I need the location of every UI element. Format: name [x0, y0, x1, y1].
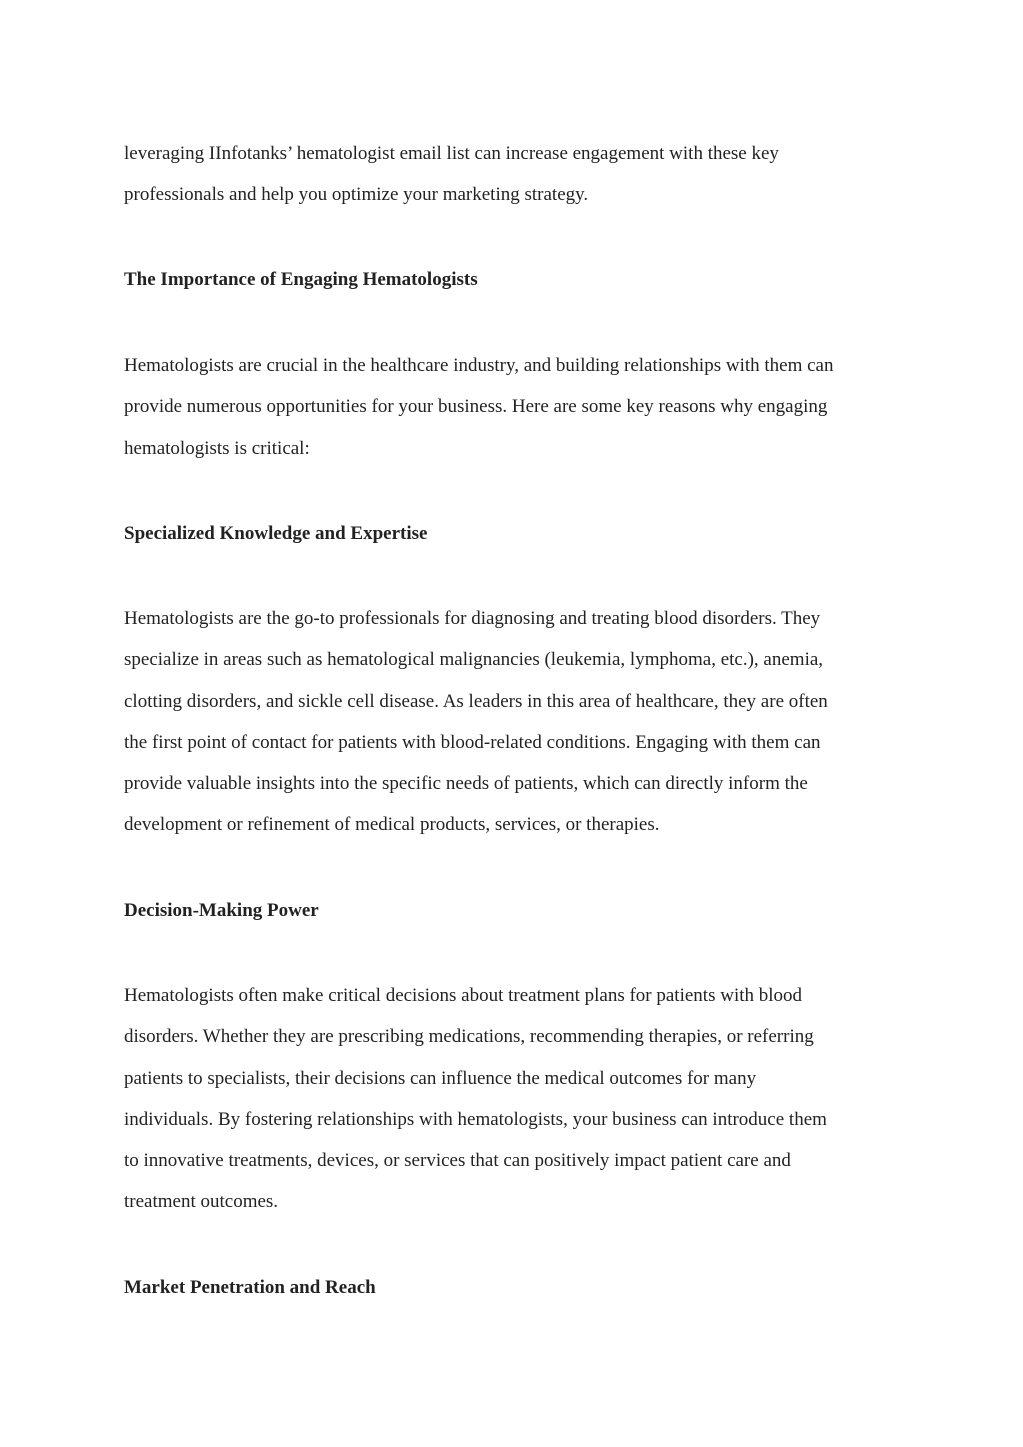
text-line: disorders. Whether they are prescribing medications, recommending therapies, or referring — [124, 1026, 814, 1048]
section-heading-importance: The Importance of Engaging Hematologists — [124, 269, 478, 290]
section-heading-market: Market Penetration and Reach — [124, 1277, 376, 1298]
text-line: hematologists is critical: — [124, 437, 310, 459]
text-line: Hematologists are the go-to professionals for diagnosing and treating blood disorders. They — [124, 608, 821, 629]
text-line: Hematologists often make critical decisions about treatment plans for patients with blood — [124, 985, 803, 1006]
text-line: individuals. By fostering relationships with hematologists, your business can introduce them — [124, 1108, 827, 1130]
intro-paragraph — [124, 133, 904, 216]
section-heading-decision: Decision-Making Power — [124, 900, 319, 921]
text-line: provide valuable insights into the specific needs of patients, which can directly inform the — [124, 773, 808, 795]
paragraph-importance — [124, 345, 904, 469]
text-line: clotting disorders, and sickle cell disease. As leaders in this area of healthcare, they are often — [124, 690, 828, 712]
text-line: to innovative treatments, devices, or services that can positively impact patient care and — [124, 1150, 791, 1172]
text-line: the first point of contact for patients with blood-related conditions. Engaging with them can — [124, 731, 821, 753]
text-line: development or refinement of medical products, services, or therapies. — [124, 814, 660, 836]
paragraph-specialized — [124, 598, 904, 846]
text-line: patients to specialists, their decisions can influence the medical outcomes for many — [124, 1067, 757, 1089]
text-line: Hematologists are crucial in the healthcare industry, and building relationships with them can — [124, 355, 834, 376]
text-line: treatment outcomes. — [124, 1191, 279, 1213]
text-line: specialize in areas such as hematological malignancies (leukemia, lymphoma, etc.), anemia, — [124, 649, 824, 671]
text-line: leveraging IInfotanks’ hematologist email list can increase engagement with these key — [124, 143, 779, 164]
text-line: provide numerous opportunities for your business. Here are some key reasons why engaging — [124, 396, 828, 418]
text-line: professionals and help you optimize your marketing strategy. — [124, 184, 589, 206]
section-heading-specialized: Specialized Knowledge and Expertise — [124, 523, 428, 544]
paragraph-decision — [124, 975, 904, 1223]
